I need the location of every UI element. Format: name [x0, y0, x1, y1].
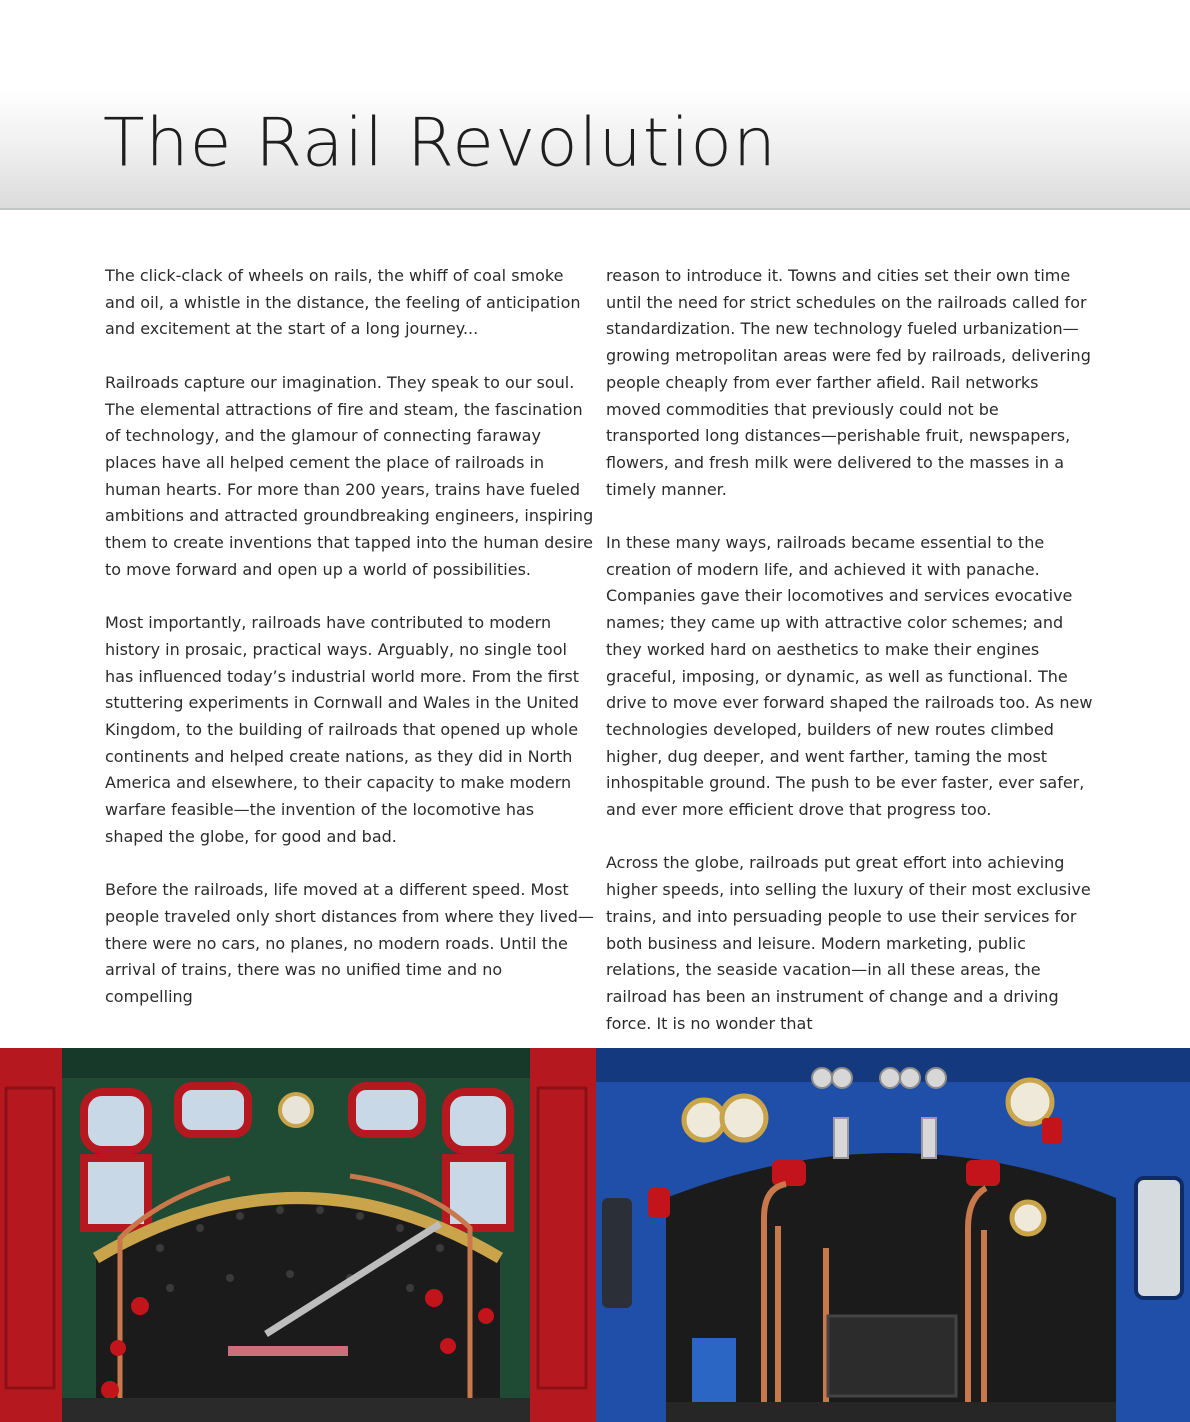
- paragraph: The click-clack of wheels on rails, the whiff of coal smoke and oil, a whistle in the distance, the feeling of anticipation and excitement at the start of a long journey...: [105, 266, 581, 339]
- photo-blue-locomotive-cab: [596, 1048, 1190, 1422]
- paragraph: In these many ways, railroads became essential to the creation of modern life, and achieved it with panache. Companies gave their locomotives and services evocative names; they came up with attractive color schemes; and they worked hard on aesthetics to make their engines graceful, imposing, or dynamic, as well as functional. The drive to move ever forward shaped the railroads too. As new technologies developed, builders of new routes climbed higher, dug deeper, and went farther, taming the most inhospitable ground. The push to be ever faster, ever safer, and ever more efficient drove that progress too.: [606, 533, 1093, 820]
- page-title: The Rail Revolution: [103, 104, 778, 183]
- left-text-column: [105, 263, 595, 1011]
- paragraph: Before the railroads, life moved at a different speed. Most people traveled only short distances from where they lived—there were no cars, no planes, no modern roads. Until the arrival of trains, there was no unified time and no compelling: [105, 880, 594, 1006]
- red-cab-illustration: [0, 1048, 596, 1422]
- paragraph: Across the globe, railroads put great effort into achieving higher speeds, into selling the luxury of their most exclusive trains, and into persuading people to use their services for both business and leisure. Modern marketing, public relations, the seaside vacation—in all these areas, the railroad has been an instrument of change and a driving force. It is no wonder that: [606, 853, 1091, 1033]
- paragraph: Railroads capture our imagination. They speak to our soul. The elemental attractions of fire and steam, the fascination of technology, and the glamour of connecting faraway places have all helped cement the place of railroads in human hearts. For more than 200 years, trains have fueled ambitions and attracted groundbreaking engineers, inspiring them to create inventions that tapped into the human desire to move forward and open up a world of possibilities.: [105, 372, 594, 579]
- blue-cab-illustration: [596, 1048, 1190, 1422]
- paragraph: Most importantly, railroads have contributed to modern history in prosaic, practical ways. Arguably, no single tool has influenced today’s industrial world more. From the first stuttering experiments in Cornwall and Wales in the United Kingdom, to the building of railroads that opened up whole continents and helped create nations, as they did in North America and elsewhere, to their capacity to make modern warfare feasible—the invention of the locomotive has shaped the globe, for good and bad.: [105, 613, 579, 846]
- paragraph: reason to introduce it. Towns and cities set their own time until the need for strict schedules on the railroads called for standardization. The new technology fueled urbanization—growing metropolitan areas were fed by railroads, delivering people cheaply from ever farther afield. Rail networks moved commodities that previously could not be transported long distances—perishable fruit, newspapers, flowers, and fresh milk were delivered to the masses in a timely manner.: [606, 266, 1091, 499]
- photo-red-locomotive-cab: [0, 1048, 596, 1422]
- right-text-column: [606, 263, 1096, 1037]
- photo-strip: [0, 1048, 1190, 1422]
